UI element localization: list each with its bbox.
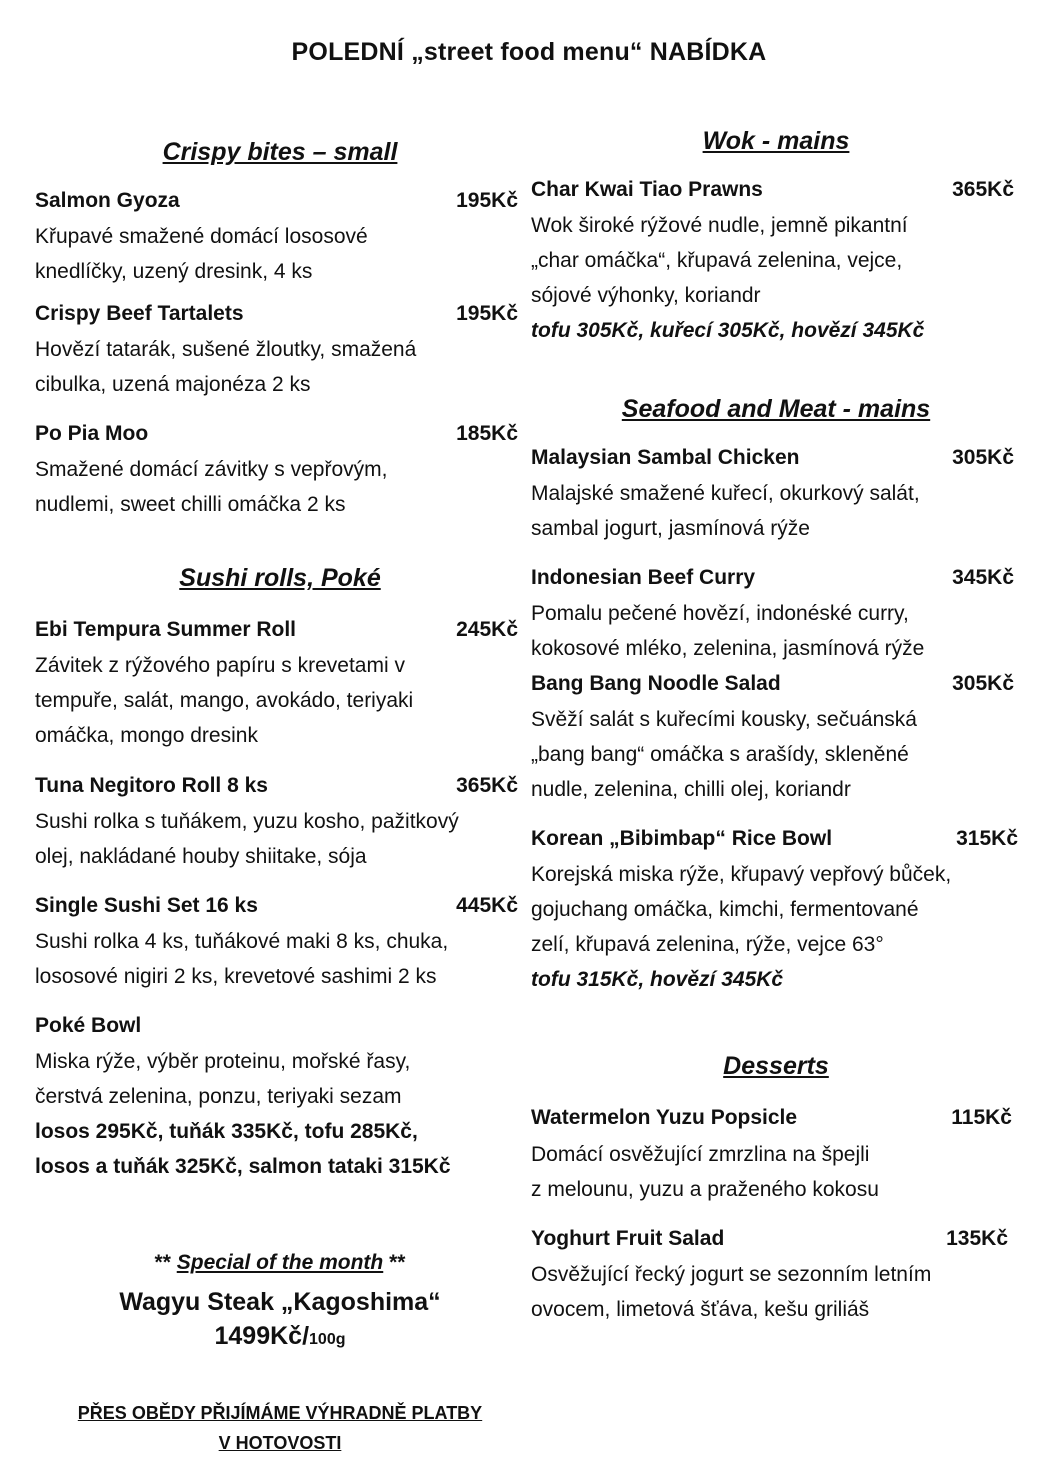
desc-line: Sushi rolka 4 ks, tuňákové maki 8 ks, chuka, — [35, 930, 449, 953]
poke-bowl-prices-line: losos a tuňák 325Kč, salmon tataki 315Kč — [35, 1155, 451, 1178]
special-dish-price — [35, 1322, 525, 1351]
item-name-char-kwai-tiao: Char Kwai Tiao Prawns — [531, 178, 763, 201]
item-price-salmon-gyoza: 195Kč — [456, 189, 518, 212]
desc-line: omáčka, mongo dresink — [35, 724, 258, 747]
item-desc-crispy-beef-tartalets — [35, 332, 416, 402]
menu-title: POLEDNÍ „street food menu“ NABÍDKA — [291, 38, 767, 66]
item-name-crispy-beef-tartalets: Crispy Beef Tartalets — [35, 302, 244, 325]
item-desc-char-kwai-tiao — [531, 208, 908, 313]
item-name-malaysian-sambal: Malaysian Sambal Chicken — [531, 446, 800, 469]
special-stars-right: ** — [383, 1251, 406, 1274]
item-desc-salmon-gyoza — [35, 219, 368, 289]
special-dish-name: Wagyu Steak „Kagoshima“ — [119, 1288, 441, 1316]
item-name-single-sushi-set: Single Sushi Set 16 ks — [35, 894, 258, 917]
desc-line: Křupavé smažené domácí lososové — [35, 225, 368, 248]
special-label-text: Special of the month — [176, 1251, 384, 1274]
desc-line: zelí, křupavá zelenina, rýže, vejce 63° — [531, 933, 884, 956]
item-name-korean-bibimbap: Korean „Bibimbap“ Rice Bowl — [531, 827, 833, 850]
desc-line: Smažené domácí závitky s vepřovým, — [35, 458, 388, 481]
desc-line: Miska rýže, výběr proteinu, mořské řasy, — [35, 1050, 411, 1073]
desc-line: „bang bang“ omáčka s arašídy, skleněné — [531, 743, 909, 766]
item-price-bang-bang-noodle: 305Kč — [952, 672, 1014, 695]
desc-line: Osvěžující řecký jogurt se sezonním letním — [531, 1263, 932, 1286]
desc-line: tempuře, salát, mango, avokádo, teriyaki — [35, 689, 414, 712]
item-desc-korean-bibimbap — [531, 857, 951, 962]
item-desc-single-sushi-set — [35, 924, 448, 994]
item-price-po-pia-moo: 185Kč — [456, 422, 518, 445]
item-variants-char-kwai-tiao: tofu 305Kč, kuřecí 305Kč, hovězí 345Kč — [531, 319, 925, 342]
item-desc-malaysian-sambal — [531, 476, 920, 546]
section-heading-sushi-poke: Sushi rolls, Poké — [179, 564, 381, 592]
item-name-ebi-tempura: Ebi Tempura Summer Roll — [35, 618, 296, 641]
desc-line: Domácí osvěžující zmrzlina na špejli — [531, 1143, 870, 1166]
special-stars-left: ** — [154, 1251, 177, 1274]
section-heading-desserts: Desserts — [723, 1052, 829, 1080]
item-price-ebi-tempura: 245Kč — [456, 618, 518, 641]
notice-line: V HOTOVOSTI — [218, 1433, 342, 1453]
desc-line: Závitek z rýžového papíru s krevetami v — [35, 654, 405, 677]
item-price-crispy-beef-tartalets: 195Kč — [456, 302, 518, 325]
item-desc-poke-bowl — [35, 1044, 451, 1184]
special-price-unit: 100g — [309, 1331, 346, 1348]
item-variants-korean-bibimbap: tofu 315Kč, hovězí 345Kč — [531, 968, 784, 991]
notice-line: PŘES OBĚDY PŘIJÍMÁME VÝHRADNĚ PLATBY — [77, 1403, 483, 1423]
desc-line: olej, nakládané houby shiitake, sója — [35, 845, 367, 868]
special-of-the-month-label — [35, 1251, 525, 1275]
desc-line: z melounu, yuzu a praženého kokosu — [531, 1178, 879, 1201]
section-heading-crispy-bites: Crispy bites – small — [162, 138, 398, 166]
desc-line: Hovězí tatarák, sušené žloutky, smažená — [35, 338, 417, 361]
desc-line: „char omáčka“, křupavá zelenina, vejce, — [531, 249, 903, 272]
desc-line: cibulka, uzená majonéza 2 ks — [35, 373, 311, 396]
desc-line: nudle, zelenina, chilli olej, koriandr — [531, 778, 851, 801]
desc-line: Svěží salát s kuřecími kousky, sečuánská — [531, 708, 917, 731]
item-name-po-pia-moo: Po Pia Moo — [35, 422, 149, 445]
item-name-bang-bang-noodle: Bang Bang Noodle Salad — [531, 672, 781, 695]
section-heading-wok-mains: Wok - mains — [702, 127, 850, 155]
item-price-indonesian-beef-curry: 345Kč — [952, 566, 1014, 589]
desc-line: lososové nigiri 2 ks, krevetové sashimi 2 ks — [35, 965, 437, 988]
item-name-poke-bowl: Poké Bowl — [35, 1014, 142, 1037]
desc-line: gojuchang omáčka, kimchi, fermentované — [531, 898, 919, 921]
item-name-indonesian-beef-curry: Indonesian Beef Curry — [531, 566, 756, 589]
poke-bowl-prices-line: losos 295Kč, tuňák 335Kč, tofu 285Kč, — [35, 1120, 418, 1143]
desc-line: sambal jogurt, jasmínová rýže — [531, 517, 810, 540]
item-price-malaysian-sambal: 305Kč — [952, 446, 1014, 469]
desc-line: Sushi rolka s tuňákem, yuzu kosho, pažitkový — [35, 810, 459, 833]
desc-line: ovocem, limetová šťáva, kešu griliáš — [531, 1298, 870, 1321]
item-price-tuna-negitoro: 365Kč — [456, 774, 518, 797]
item-price-korean-bibimbap: 315Kč — [956, 827, 1018, 850]
item-price-yoghurt-fruit-salad: 135Kč — [946, 1227, 1008, 1250]
item-desc-ebi-tempura — [35, 648, 413, 753]
desc-line: knedlíčky, uzený dresink, 4 ks — [35, 260, 313, 283]
desc-line: nudlemi, sweet chilli omáčka 2 ks — [35, 493, 346, 516]
item-name-tuna-negitoro: Tuna Negitoro Roll 8 ks — [35, 774, 268, 797]
item-desc-yoghurt-fruit-salad — [531, 1257, 931, 1327]
special-price-value: 1499Kč/ — [214, 1322, 310, 1350]
item-price-watermelon-popsicle: 115Kč — [951, 1106, 1012, 1129]
desc-line: Wok široké rýžové nudle, jemně pikantní — [531, 214, 908, 237]
item-desc-watermelon-popsicle — [531, 1137, 879, 1207]
desc-line: čerstvá zelenina, ponzu, teriyaki sezam — [35, 1085, 402, 1108]
item-desc-bang-bang-noodle — [531, 702, 917, 807]
desc-line: kokosové mléko, zelenina, jasmínová rýže — [531, 637, 925, 660]
desc-line: Korejská miska rýže, křupavý vepřový bůček, — [531, 863, 952, 886]
item-name-watermelon-popsicle: Watermelon Yuzu Popsicle — [531, 1106, 798, 1129]
desc-line: Malajské smažené kuřecí, okurkový salát, — [531, 482, 920, 505]
item-name-salmon-gyoza: Salmon Gyoza — [35, 189, 180, 212]
item-desc-indonesian-beef-curry — [531, 596, 924, 666]
item-name-yoghurt-fruit-salad: Yoghurt Fruit Salad — [531, 1227, 725, 1250]
desc-line: sójové výhonky, koriandr — [531, 284, 761, 307]
section-heading-seafood-meat: Seafood and Meat - mains — [621, 395, 931, 423]
item-price-single-sushi-set: 445Kč — [456, 894, 518, 917]
desc-line: Pomalu pečené hovězí, indonéské curry, — [531, 602, 909, 625]
item-desc-tuna-negitoro — [35, 804, 459, 874]
cash-only-notice — [35, 1398, 525, 1458]
item-desc-po-pia-moo — [35, 452, 387, 522]
item-price-char-kwai-tiao: 365Kč — [952, 178, 1014, 201]
